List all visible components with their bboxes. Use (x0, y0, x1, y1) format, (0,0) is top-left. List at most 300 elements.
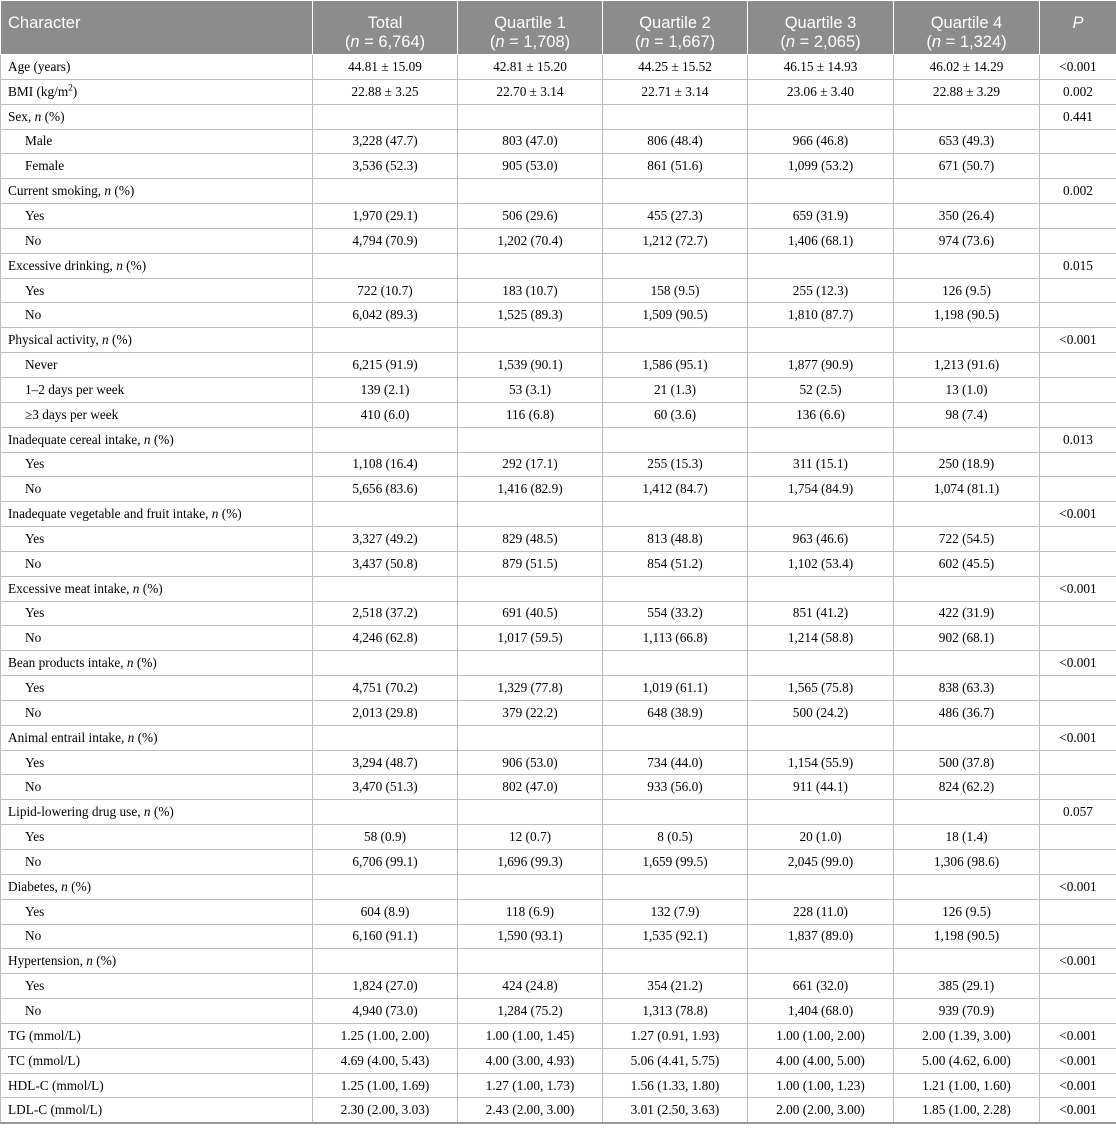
table-row (1, 601, 1116, 626)
n-symbol: n (640, 33, 650, 51)
cell-group-4: 23.06 ± 3.40 (748, 79, 894, 104)
table-row (1, 377, 1116, 402)
table-body (1, 55, 1116, 1123)
cell-group-3: 455 (27.3) (603, 204, 748, 229)
cell-group-5 (894, 576, 1040, 601)
row-label-text: Yes (25, 978, 45, 994)
header-group-5 (894, 1, 1040, 55)
row-label-end: (%) (67, 878, 92, 894)
table-row (1, 328, 1116, 353)
cell-p-value (1040, 129, 1116, 154)
n-symbol: n (931, 33, 942, 51)
cell-group-4 (748, 874, 894, 899)
row-label-text: LDL-C (mmol/L) (8, 1102, 103, 1118)
cell-p-value: <0.001 (1040, 949, 1116, 974)
cell-group-1 (313, 253, 458, 278)
cell-group-3 (603, 179, 748, 204)
cell-group-5 (894, 800, 1040, 825)
table-row (1, 626, 1116, 651)
row-label-text: Bean products intake, (8, 655, 127, 671)
cell-group-3 (603, 104, 748, 129)
row-label (1, 775, 313, 800)
row-label (1, 104, 313, 129)
cell-p-value: <0.001 (1040, 1098, 1116, 1123)
n-equals: = (941, 33, 960, 51)
cell-group-5: 5.00 (4.62, 6.00) (894, 1048, 1040, 1073)
cell-group-5: 722 (54.5) (894, 527, 1040, 552)
table-row (1, 899, 1116, 924)
header-group-n (610, 33, 740, 52)
row-label (1, 1048, 313, 1073)
row-label (1, 353, 313, 378)
cell-group-1 (313, 949, 458, 974)
cell-group-3: 734 (44.0) (603, 750, 748, 775)
cell-group-2: 183 (10.7) (458, 278, 603, 303)
cell-group-1: 4.69 (4.00, 5.43) (313, 1048, 458, 1073)
cell-group-1: 4,794 (70.9) (313, 228, 458, 253)
cell-group-5: 22.88 ± 3.29 (894, 79, 1040, 104)
row-label-end: (%) (41, 108, 65, 124)
cell-p-value: 0.002 (1040, 179, 1116, 204)
row-label-text: Yes (25, 207, 45, 223)
table-row (1, 154, 1116, 179)
table-row (1, 253, 1116, 278)
header-group-n (465, 33, 595, 52)
row-label (1, 949, 313, 974)
row-label (1, 924, 313, 949)
cell-group-1 (313, 427, 458, 452)
cell-group-1: 6,160 (91.1) (313, 924, 458, 949)
header-group-n (320, 33, 450, 52)
row-label-n: n (34, 108, 42, 124)
table-row (1, 924, 1116, 949)
cell-group-1: 6,706 (99.1) (313, 850, 458, 875)
cell-group-3: 1,019 (61.1) (603, 676, 748, 701)
cell-group-3: 554 (33.2) (603, 601, 748, 626)
cell-group-5: 1,198 (90.5) (894, 303, 1040, 328)
cell-p-value (1040, 750, 1116, 775)
cell-p-value (1040, 154, 1116, 179)
cell-p-value: <0.001 (1040, 328, 1116, 353)
cell-group-5 (894, 874, 1040, 899)
cell-group-3 (603, 253, 748, 278)
row-label-text: Inadequate cereal intake, (8, 431, 144, 447)
cell-group-2: 118 (6.9) (458, 899, 603, 924)
cell-group-2: 1,539 (90.1) (458, 353, 603, 378)
row-label (1, 1098, 313, 1123)
cell-group-3 (603, 328, 748, 353)
cell-group-2: 379 (22.2) (458, 700, 603, 725)
cell-group-4: 52 (2.5) (748, 377, 894, 402)
row-label (1, 1023, 313, 1048)
cell-group-2: 1,696 (99.3) (458, 850, 603, 875)
table-row (1, 452, 1116, 477)
row-label-end: ) (72, 83, 78, 99)
cell-group-4 (748, 949, 894, 974)
cell-group-5: 126 (9.5) (894, 899, 1040, 924)
table-row (1, 1023, 1116, 1048)
cell-group-2 (458, 427, 603, 452)
cell-group-5: 13 (1.0) (894, 377, 1040, 402)
cell-group-4: 1,837 (89.0) (748, 924, 894, 949)
cell-group-4: 20 (1.0) (748, 825, 894, 850)
row-label-text: Yes (25, 530, 45, 546)
cell-group-5: 500 (37.8) (894, 750, 1040, 775)
cell-group-2: 22.70 ± 3.14 (458, 79, 603, 104)
row-label-end: (%) (133, 655, 157, 671)
row-label-text: No (25, 704, 42, 720)
cell-group-3: 1.27 (0.91, 1.93) (603, 1023, 748, 1048)
cell-p-value: 0.013 (1040, 427, 1116, 452)
cell-group-2 (458, 800, 603, 825)
cell-group-1: 2,518 (37.2) (313, 601, 458, 626)
header-group-name: Quartile 1 (494, 14, 566, 32)
n-open-paren: ( (780, 33, 786, 51)
row-label (1, 179, 313, 204)
row-label-n: n (126, 655, 134, 671)
row-label-text: Age (years) (8, 58, 71, 74)
row-label-text: TC (mmol/L) (8, 1052, 81, 1068)
table-row (1, 750, 1116, 775)
row-label-end: (%) (150, 431, 174, 447)
row-label (1, 402, 313, 427)
row-label-text: Never (25, 357, 58, 373)
cell-group-4 (748, 651, 894, 676)
cell-p-value (1040, 676, 1116, 701)
cell-group-3 (603, 800, 748, 825)
n-equals: = (504, 33, 524, 51)
cell-group-5: 974 (73.6) (894, 228, 1040, 253)
cell-group-3: 813 (48.8) (603, 527, 748, 552)
cell-group-2 (458, 502, 603, 527)
cell-p-value: <0.001 (1040, 651, 1116, 676)
header-group-name: Quartile 3 (784, 14, 857, 32)
row-label (1, 974, 313, 999)
n-symbol: n (785, 33, 796, 51)
cell-p-value: <0.001 (1040, 1023, 1116, 1048)
cell-group-2 (458, 253, 603, 278)
table-row (1, 676, 1116, 701)
cell-group-2 (458, 651, 603, 676)
row-label-text: Yes (25, 903, 45, 919)
row-label (1, 999, 313, 1024)
table-row (1, 129, 1116, 154)
n-equals: = (795, 33, 814, 51)
row-label (1, 427, 313, 452)
cell-group-5: 653 (49.3) (894, 129, 1040, 154)
cell-p-value: 0.015 (1040, 253, 1116, 278)
cell-group-1: 1,824 (27.0) (313, 974, 458, 999)
cell-p-value (1040, 377, 1116, 402)
cell-group-2: 1,202 (70.4) (458, 228, 603, 253)
cell-p-value (1040, 825, 1116, 850)
cell-p-value (1040, 278, 1116, 303)
header-character: Character (1, 1, 313, 55)
table-row (1, 228, 1116, 253)
cell-group-2: 906 (53.0) (458, 750, 603, 775)
row-label (1, 79, 313, 104)
row-label (1, 328, 313, 353)
row-label (1, 154, 313, 179)
cell-group-1: 4,940 (73.0) (313, 999, 458, 1024)
cell-p-value (1040, 402, 1116, 427)
cell-group-1: 2.30 (2.00, 3.03) (313, 1098, 458, 1123)
table-row (1, 104, 1116, 129)
row-label (1, 874, 313, 899)
header-group-n (901, 33, 1032, 52)
n-value: 2,065 (813, 33, 856, 51)
cell-group-5: 46.02 ± 14.29 (894, 55, 1040, 80)
cell-group-4: 1.00 (1.00, 2.00) (748, 1023, 894, 1048)
cell-group-4: 46.15 ± 14.93 (748, 55, 894, 80)
cell-group-4 (748, 725, 894, 750)
header-group-4 (748, 1, 894, 55)
cell-group-2: 803 (47.0) (458, 129, 603, 154)
table-row (1, 999, 1116, 1024)
table-row (1, 303, 1116, 328)
header-group-3 (603, 1, 748, 55)
row-label-text: Yes (25, 829, 45, 845)
cell-group-3: 1,535 (92.1) (603, 924, 748, 949)
row-label-end: (%) (134, 729, 158, 745)
table-row (1, 402, 1116, 427)
cell-group-5 (894, 328, 1040, 353)
cell-group-3: 1,212 (72.7) (603, 228, 748, 253)
cell-p-value (1040, 551, 1116, 576)
row-label (1, 55, 313, 80)
cell-group-3 (603, 725, 748, 750)
header-group-1 (313, 1, 458, 55)
cell-group-1: 4,246 (62.8) (313, 626, 458, 651)
cell-group-3: 806 (48.4) (603, 129, 748, 154)
row-label-text: BMI (kg/m (8, 83, 69, 99)
cell-group-4: 966 (46.8) (748, 129, 894, 154)
row-label (1, 502, 313, 527)
cell-group-2: 879 (51.5) (458, 551, 603, 576)
n-close-paren: ) (1001, 33, 1007, 51)
cell-group-3: 255 (15.3) (603, 452, 748, 477)
row-label-n: n (86, 953, 93, 969)
cell-group-4: 1,102 (53.4) (748, 551, 894, 576)
row-label (1, 899, 313, 924)
cell-group-1: 1.25 (1.00, 1.69) (313, 1073, 458, 1098)
row-label-text: Inadequate vegetable and fruit intake, (8, 506, 212, 522)
row-label-text: Hypertension, (8, 953, 87, 969)
cell-p-value (1040, 974, 1116, 999)
cell-p-value (1040, 228, 1116, 253)
table-row (1, 850, 1116, 875)
cell-group-2: 53 (3.1) (458, 377, 603, 402)
table-row (1, 651, 1116, 676)
cell-group-5 (894, 253, 1040, 278)
table-row (1, 551, 1116, 576)
cell-group-5: 671 (50.7) (894, 154, 1040, 179)
row-label-text: No (25, 307, 42, 323)
row-label-text: No (25, 630, 42, 646)
cell-group-2 (458, 874, 603, 899)
row-label-text: Diabetes, (8, 878, 62, 894)
row-label-text: Animal entrail intake, (8, 729, 128, 745)
row-label (1, 452, 313, 477)
cell-group-4 (748, 253, 894, 278)
cell-group-1: 4,751 (70.2) (313, 676, 458, 701)
cell-group-4 (748, 104, 894, 129)
row-label-text: No (25, 555, 42, 571)
table-row (1, 79, 1116, 104)
cell-p-value (1040, 204, 1116, 229)
cell-p-value: 0.002 (1040, 79, 1116, 104)
cell-p-value (1040, 452, 1116, 477)
n-equals: = (359, 33, 379, 51)
n-open-paren: ( (344, 33, 351, 51)
table-row (1, 949, 1116, 974)
cell-group-5: 2.00 (1.39, 3.00) (894, 1023, 1040, 1048)
cell-group-4: 1,154 (55.9) (748, 750, 894, 775)
cell-group-1: 3,536 (52.3) (313, 154, 458, 179)
cell-p-value: <0.001 (1040, 576, 1116, 601)
cell-group-4: 1,404 (68.0) (748, 999, 894, 1024)
row-label (1, 725, 313, 750)
cell-group-4: 2.00 (2.00, 3.00) (748, 1098, 894, 1123)
row-label (1, 204, 313, 229)
cell-group-4: 661 (32.0) (748, 974, 894, 999)
row-label-n: n (211, 506, 219, 522)
row-label (1, 626, 313, 651)
cell-group-2: 802 (47.0) (458, 775, 603, 800)
cell-group-5: 1,213 (91.6) (894, 353, 1040, 378)
cell-group-1: 1,108 (16.4) (313, 452, 458, 477)
row-label (1, 576, 313, 601)
cell-group-2 (458, 104, 603, 129)
cell-p-value (1040, 850, 1116, 875)
cell-group-2: 691 (40.5) (458, 601, 603, 626)
table-row (1, 725, 1116, 750)
cell-group-3: 158 (9.5) (603, 278, 748, 303)
cell-group-4 (748, 502, 894, 527)
table-header (1, 1, 1116, 55)
cell-group-5: 902 (68.1) (894, 626, 1040, 651)
row-label-text: No (25, 853, 42, 869)
cell-group-1 (313, 800, 458, 825)
cell-group-1: 6,215 (91.9) (313, 353, 458, 378)
n-value: 1,708 (523, 33, 565, 51)
row-label (1, 303, 313, 328)
cell-group-2: 1,525 (89.3) (458, 303, 603, 328)
cell-group-1 (313, 502, 458, 527)
cell-group-3 (603, 874, 748, 899)
row-label (1, 651, 313, 676)
row-label (1, 477, 313, 502)
cell-group-5: 126 (9.5) (894, 278, 1040, 303)
row-label-text: No (25, 779, 42, 795)
cell-p-value (1040, 700, 1116, 725)
cell-group-3: 933 (56.0) (603, 775, 748, 800)
cell-group-3: 5.06 (4.41, 5.75) (603, 1048, 748, 1073)
cell-group-1 (313, 874, 458, 899)
cell-group-5: 939 (70.9) (894, 999, 1040, 1024)
row-label-end: (%) (139, 580, 163, 596)
cell-group-2: 42.81 ± 15.20 (458, 55, 603, 80)
cell-group-2: 292 (17.1) (458, 452, 603, 477)
cell-group-2: 12 (0.7) (458, 825, 603, 850)
row-label-n: n (104, 183, 112, 199)
n-close-paren: ) (419, 33, 426, 51)
cell-group-3: 648 (38.9) (603, 700, 748, 725)
row-label-text: ≥3 days per week (25, 406, 119, 422)
cell-group-1: 139 (2.1) (313, 377, 458, 402)
cell-group-5 (894, 949, 1040, 974)
cell-p-value: <0.001 (1040, 55, 1116, 80)
row-label-text: Yes (25, 456, 45, 472)
cell-group-2 (458, 576, 603, 601)
cell-group-1: 722 (10.7) (313, 278, 458, 303)
cell-group-2: 1,416 (82.9) (458, 477, 603, 502)
row-label-text: Excessive drinking, (8, 257, 117, 273)
cell-group-3: 861 (51.6) (603, 154, 748, 179)
cell-group-5 (894, 725, 1040, 750)
table-row (1, 775, 1116, 800)
cell-group-5: 385 (29.1) (894, 974, 1040, 999)
row-label-n: n (143, 804, 151, 820)
cell-p-value: <0.001 (1040, 502, 1116, 527)
cell-group-3: 21 (1.3) (603, 377, 748, 402)
cell-group-1: 3,437 (50.8) (313, 551, 458, 576)
cell-group-4 (748, 179, 894, 204)
row-label-end: (%) (108, 332, 132, 348)
cell-group-5: 1.21 (1.00, 1.60) (894, 1073, 1040, 1098)
row-label-n: n (143, 431, 151, 447)
cell-group-1 (313, 651, 458, 676)
cell-group-4: 136 (6.6) (748, 402, 894, 427)
row-label-superscript: 2 (68, 82, 73, 93)
cell-group-4: 1,099 (53.2) (748, 154, 894, 179)
cell-group-3: 1,509 (90.5) (603, 303, 748, 328)
cell-group-3: 1,659 (99.5) (603, 850, 748, 875)
cell-group-1 (313, 725, 458, 750)
header-group-name: Total (367, 14, 403, 32)
cell-group-1 (313, 328, 458, 353)
row-label (1, 228, 313, 253)
cell-group-2: 1.27 (1.00, 1.73) (458, 1073, 603, 1098)
cell-group-3: 354 (21.2) (603, 974, 748, 999)
table-row (1, 477, 1116, 502)
cell-group-2 (458, 179, 603, 204)
cell-p-value: <0.001 (1040, 1073, 1116, 1098)
cell-group-3 (603, 651, 748, 676)
cell-group-5: 1,198 (90.5) (894, 924, 1040, 949)
row-label-end: (%) (122, 257, 147, 273)
cell-group-4 (748, 427, 894, 452)
row-label-text: No (25, 1002, 42, 1018)
cell-group-3: 60 (3.6) (603, 402, 748, 427)
cell-group-4: 1,877 (90.9) (748, 353, 894, 378)
cell-group-2: 1,590 (93.1) (458, 924, 603, 949)
row-label-text: Excessive meat intake, (8, 580, 133, 596)
cell-group-3: 1,412 (84.7) (603, 477, 748, 502)
n-value: 1,324 (959, 33, 1002, 51)
row-label (1, 278, 313, 303)
cell-group-1: 3,294 (48.7) (313, 750, 458, 775)
row-label-end: (%) (218, 506, 242, 522)
cell-group-5: 1,306 (98.6) (894, 850, 1040, 875)
table-row (1, 700, 1116, 725)
row-label-text: 1–2 days per week (25, 381, 125, 397)
cell-group-2: 1,017 (59.5) (458, 626, 603, 651)
cell-p-value (1040, 899, 1116, 924)
row-label (1, 750, 313, 775)
cell-group-5: 1.85 (1.00, 2.28) (894, 1098, 1040, 1123)
cell-p-value (1040, 353, 1116, 378)
